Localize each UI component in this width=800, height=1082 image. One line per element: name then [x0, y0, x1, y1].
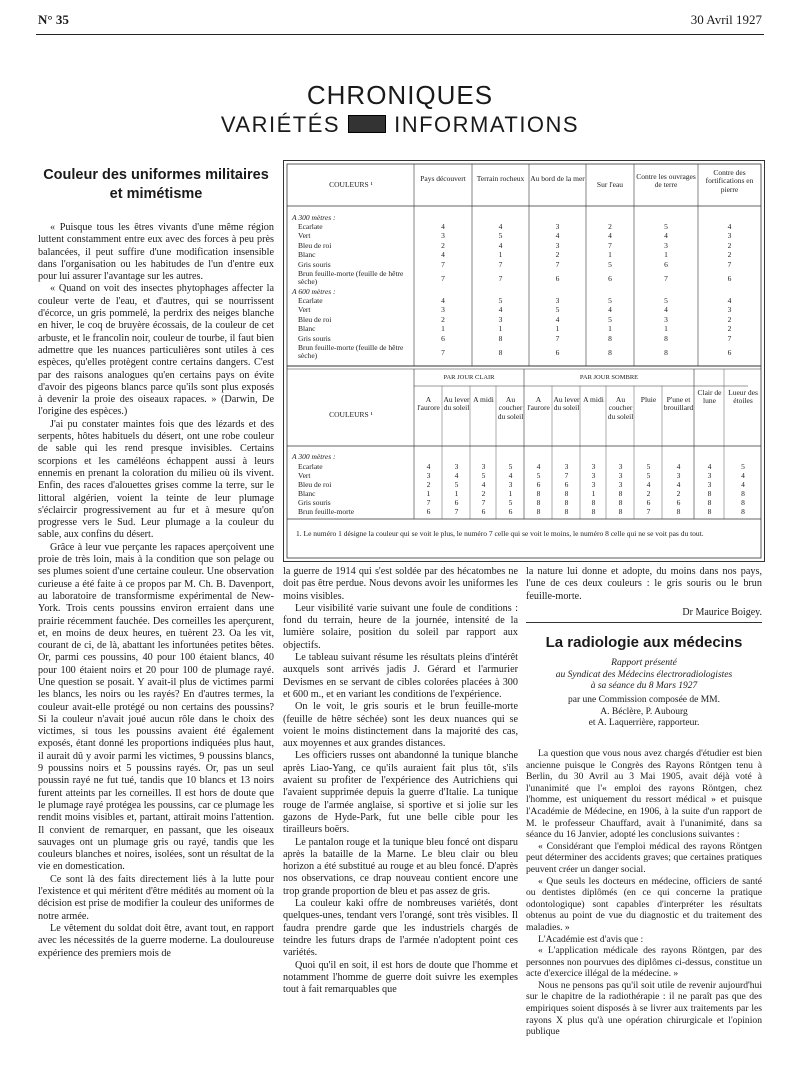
table-cell: 7: [441, 274, 445, 283]
table-cell: 4: [707, 462, 712, 471]
table-cell: 8: [676, 507, 681, 516]
table-cell: 3: [508, 480, 513, 489]
table-cell: 5: [646, 471, 651, 480]
table-cell: 7: [498, 274, 503, 283]
table-cell: 4: [555, 231, 560, 241]
paragraph: « Quand on voit des insectes phytophages affecter la couleur verte de l'eau, et d'autres, qui se nourrissent d'écorce, un gris pommelé, la perdrix des neiges blanche en hiver, le coq de bruyère écossais, de la couleur de cet arbuste, et le francolin noir, couleur de tourbe, il faut bien admettre que les nuances particulières sont utiles à ces espèces, qu'elles protègent contre certains dangers. C'est par des raisons analogues qu'en certains pays on évite d'avoir des pigeons blancs parce qu'ils sont plus exposés à devenir la proie des oiseaux rapaces. » (Darwin, De l'origine des espèces.): [38, 283, 274, 418]
table-cell: 3: [591, 480, 596, 489]
table-cell: 3: [664, 240, 668, 250]
table-header: Au coucher du soleil: [497, 395, 524, 421]
table-cell: 4: [498, 222, 503, 231]
table-cell: 8: [618, 507, 623, 516]
table-cell: 3: [441, 305, 445, 315]
table-cell: 3: [727, 305, 732, 315]
table-cell: 3: [564, 462, 569, 471]
table-cell: 1: [664, 324, 668, 334]
table-cell: 1: [426, 489, 431, 498]
visibility-table: [283, 160, 765, 562]
row-label: Brun feuille-morte (feuille de hêtre sèche): [298, 269, 404, 287]
table-cell: 2: [646, 489, 651, 498]
paragraph: Le pantalon rouge et la tunique bleu foncé ont disparu après la bataille de la Marne. Le bleu clair ou bleu horizon a été substitué au rouge et au bleu foncé. D'après nos observations, ce drap nouveau contient encore une trop grande proportion de bleu et pas assez de gris.: [283, 836, 518, 897]
group-header-dark: PAR JOUR SOMBRE: [579, 374, 639, 381]
table-cell: 7: [555, 333, 560, 343]
table-cell: 3: [664, 314, 668, 324]
article1-title-line1: Couleur des uniformes militaires: [43, 167, 269, 183]
paragraph: « Que seuls les docteurs en médecine, officiers de santé ou dentistes diplômés (en ce qui concerne la pratique odontologique) sont capables d'interpréter les résultats obtenus au point de vue du diagnostic et du traitement des maladies. »: [526, 875, 762, 933]
paragraph: Nous ne pensons pas qu'il soit utile de revenir aujourd'hui sur le chapitre de la radiothérapie : il ne paraît pas que des empiriques soient disposés à se livrer aux traitements par les rayons X plus qu'à une opération chirurgicale et l'opinion publique: [526, 979, 762, 1038]
table-cell: 5: [646, 462, 651, 471]
table-cell: 4: [454, 471, 459, 480]
table-cell: 6: [426, 507, 431, 516]
subtitle-line: Rapport présenté: [611, 658, 677, 668]
signature: Dr Maurice Boigey.: [682, 606, 762, 618]
row-label: Ecarlate: [298, 296, 323, 305]
table-cell: 4: [664, 231, 668, 241]
table-cell: 7: [727, 333, 732, 343]
table-header: Clair de lune: [697, 388, 722, 406]
article1-title: [36, 166, 276, 204]
table-cell: 6: [608, 274, 612, 283]
table-cell: 4: [555, 314, 560, 324]
row-label: Gris souris: [298, 259, 331, 269]
paragraph: L'Académie est d'avis que :: [538, 933, 644, 945]
table-cell: 2: [727, 240, 732, 250]
table-cell: 3: [426, 471, 431, 480]
table-cell: 4: [498, 240, 503, 250]
table-cell: 7: [426, 498, 431, 507]
table-header: A l'aurore: [417, 395, 440, 413]
table-cell: 7: [498, 259, 503, 269]
table-cell: 5: [498, 296, 503, 305]
table-cell: 6: [727, 274, 732, 283]
table-header: Sur l'eau: [596, 180, 624, 189]
issue-number: N° 35: [38, 12, 69, 27]
table-cell: 1: [498, 250, 503, 260]
table-cell: 2: [426, 480, 431, 489]
table-cell: 7: [441, 348, 445, 357]
table-cell: 8: [664, 333, 668, 343]
table-cell: 1: [591, 489, 596, 498]
table-cell: 8: [536, 498, 541, 507]
table-cell: 7: [564, 471, 569, 480]
table-cell: 4: [536, 462, 541, 471]
paragraph: La couleur kaki offre de nombreuses variétés, dont quelques-unes, tendant vers l'orangé, sont très visibles. Il faudra prendre garde que les industriels chargés de teindre les futurs draps de l'armée n'adoptent point ces variétés.: [283, 898, 518, 959]
row-label: Bleu de roi: [298, 314, 332, 324]
table-cell: 6: [676, 498, 681, 507]
table-cell: 5: [664, 296, 668, 305]
table-cell: 6: [536, 480, 541, 489]
table-cell: 6: [454, 498, 459, 507]
table-cell: 8: [741, 489, 745, 498]
table-cell: 4: [426, 462, 431, 471]
table-cell: 4: [498, 305, 503, 315]
row-label: Blanc: [298, 324, 316, 334]
table-cell: 4: [741, 480, 745, 489]
group-label: A 300 mètres :: [292, 452, 336, 461]
table-cell: 1: [508, 489, 513, 498]
table-cell: 8: [536, 489, 541, 498]
table-cell: 5: [608, 296, 612, 305]
table-cell: 3: [441, 231, 445, 241]
section-subtitle-right: INFORMATIONS: [394, 112, 580, 137]
paragraph: Les officiers russes ont abandonné la tunique blanche après Liao-Yang, ce qu'ils auraient fait plus tôt, s'ils avaient su profiter de l'expérience des Autrichiens qui l'avaient supprimée depuis la guerre d'Italie. La tunique rouge de l'armée anglaise, si sportive et si jolie sur les gazons de Hyde-Park, fut une belle cible pour les tirailleurs boërs.: [283, 750, 518, 836]
table-cell: 4: [441, 222, 445, 231]
table-cell: 2: [727, 324, 732, 334]
table-header: A l'aurore: [527, 395, 550, 413]
header-rule: [36, 34, 764, 35]
table-cell: 3: [707, 471, 712, 480]
table-cell: 7: [608, 240, 612, 250]
section-subtitle-left: VARIÉTÉS: [220, 112, 341, 137]
committee-line: par une Commission composée de MM.: [568, 695, 720, 705]
table-cell: 8: [564, 507, 569, 516]
paragraph: Grâce à leur vue perçante les rapaces aperçoivent une proie de très loin, mais à la condition que son pelage ou ses plumes soient d'une certaine couleur. Une observation curieuse a été faite à ce propos par M. Ch. B. Davenport, au laboratoire de transformisme expérimental de New-York. Trois cents poussins environ erraient dans une prairie récemment fauchée. Des corneilles les aperçurent, et, en moins de deux heures, en tuèrent 23. Oa les vit, courant de ci, de là, abattant les infortunées petites bêtes. Or, parmi ces poussins, 40 pour 100 étaient blancs, 40 pour 100 étaient noirs et 20 pour 100 de plumage rayé. Une question se posait. Y avait-il plus de victimes parmi les blancs, les noirs ou les rayés? En d'autres termes, la couleur avait-elle protégé ou non certains des poussins? Si la couleur n'avait joué aucun rôle dans le choix des victimes, si tous les poussins avaient été également exposés, étant donné les proportions indiquées plus haut, il aurait dû y avoir parmi les victimes, 9 poussins blancs, 9 poussins noirs et 5 poussins rayés. Or, pas un seul poussin rayé ne fut tué, tandis que 10 blancs et 13 noirs furent atteints par les corneilles. Il est hors de doute que le plumage rayé protégea les poussins, car ce plumage les rendit moins visibles et, partant, attirait moins l'attention. Il convient de remarquer, en passant, que les oiseaux sauvages ont un plumage gris ou rayé, tandis que les couleurs blanches et noires, isolées, sont un résultat de la vie en domestication.: [38, 541, 274, 873]
article1-title-line2: et mimétisme: [109, 186, 203, 202]
paragraph: Leur visibilité varie suivant une foule de conditions : fond du terrain, heure de la journée, intensité de la lumière solaire, position du soleil par rapport aux objectifs.: [283, 602, 518, 651]
table-cell: 4: [727, 296, 732, 305]
article2-title: La radiologie aux médecins: [545, 634, 743, 651]
article2-committee: [526, 695, 762, 730]
table-cell: 5: [536, 471, 541, 480]
table-header: P'une et brouillard: [663, 395, 694, 413]
table-cell: 4: [741, 471, 745, 480]
table-cell: 8: [707, 498, 712, 507]
table-cell: 7: [727, 259, 732, 269]
table-cell: 3: [481, 462, 486, 471]
table-cell: 6: [727, 348, 732, 357]
table-cell: 1: [555, 324, 560, 334]
table-header: Au lever du soleil: [443, 395, 470, 413]
row-label: Ecarlate: [298, 222, 323, 231]
table-header: Au bord de la mer: [530, 174, 585, 183]
table-cell: 1: [454, 489, 459, 498]
table-cell: 6: [664, 259, 668, 269]
table-cell: 4: [727, 222, 732, 231]
table-cell: 5: [481, 471, 486, 480]
table-cell: 2: [441, 314, 445, 324]
row-label: Vert: [298, 471, 311, 480]
row-label: Gris souris: [298, 498, 331, 507]
table-cell: 7: [555, 259, 560, 269]
table-cell: 7: [481, 498, 486, 507]
row-label: Gris souris: [298, 333, 331, 343]
table-cell: 3: [591, 471, 596, 480]
table-cell: 4: [676, 462, 681, 471]
table-cell: 3: [555, 296, 560, 305]
paragraph: Quoi qu'il en soit, il est hors de doute que l'homme et notamment l'homme de guerre doit suivre les exemples tout à fait remarquables que: [283, 959, 518, 996]
table-cell: 8: [707, 507, 712, 516]
article1-column3: [526, 566, 762, 619]
committee-line: A. Béclère, P. Aubourg: [600, 706, 688, 717]
table-cell: 3: [676, 471, 681, 480]
article2-subtitle: [526, 658, 762, 693]
table-cell: 8: [564, 498, 569, 507]
table-cell: 7: [664, 274, 668, 283]
table-cell: 2: [676, 489, 681, 498]
table-cell: 5: [508, 462, 513, 471]
table-cell: 1: [664, 250, 668, 260]
group-label: A 600 mètres :: [292, 287, 336, 296]
table-cell: 1: [498, 324, 503, 334]
row-label: Vert: [298, 231, 311, 241]
table-cell: 3: [498, 314, 503, 324]
table-cell: 8: [564, 489, 569, 498]
row-label: Ecarlate: [298, 462, 323, 471]
table-cell: 4: [608, 231, 612, 241]
table-cell: 3: [707, 480, 712, 489]
table-cell: 4: [664, 305, 668, 315]
table-cell: 8: [741, 507, 745, 516]
table-cell: 8: [618, 498, 623, 507]
table-cell: 8: [664, 348, 668, 357]
section-title: CHRONIQUES: [306, 80, 494, 110]
article2-body: [526, 748, 762, 1078]
table-cell: 5: [498, 231, 503, 241]
table-cell: 3: [555, 240, 560, 250]
table-cell: 7: [646, 507, 651, 516]
table-header: Terrain rocheux: [476, 174, 525, 183]
table-cell: 6: [555, 348, 560, 357]
table-cell: 2: [608, 222, 612, 231]
table-cell: 4: [646, 480, 651, 489]
row-label: Brun feuille-morte: [298, 507, 355, 516]
row-label: Bleu de roi: [298, 240, 332, 250]
subtitle-line: à sa séance du 8 Mars 1927: [590, 681, 698, 691]
paragraph: Le vêtement du soldat doit être, avant tout, en rapport avec les nécessités de la guerre moderne. La douloureuse expérience des premiers mois de: [38, 922, 274, 959]
table-cell: 8: [498, 348, 503, 357]
table-cell: 3: [618, 471, 623, 480]
table-cell: 4: [481, 480, 486, 489]
group-label: A 300 mètres :: [292, 213, 336, 222]
article-separator: [526, 622, 762, 623]
table-cell: 5: [454, 480, 459, 489]
paragraph: la nature lui donne et adopte, du moins dans nos pays, l'une de ces deux couleurs : le gris souris ou le brun feuille-morte.: [526, 566, 762, 602]
table-cell: 4: [676, 480, 681, 489]
table-header-colors: COULEURS ¹: [329, 410, 373, 419]
paragraph: la guerre de 1914 qui s'est soldée par des hécatombes ne doit pas être perdue. Nous devons avoir les uniformes les moins visibles.: [283, 566, 518, 602]
table-cell: 5: [664, 222, 668, 231]
table-footnote: 1. Le numéro 1 désigne la couleur qui se voit le plus, le numéro 7 celle qui se voit le moins, le numéro 8 celle qui ne se voit pas du tout.: [296, 529, 704, 538]
table-cell: 8: [707, 489, 712, 498]
table-cell: 8: [741, 498, 745, 507]
row-label: Blanc: [298, 489, 316, 498]
ornament-icon: [348, 115, 386, 133]
table-cell: 2: [481, 489, 486, 498]
issue-date: 30 Avril 1927: [690, 12, 762, 27]
paragraph: « Puisque tous les êtres vivants d'une même région luttent constamment entre eux avec des forces à peu près balancées, il peut suffire d'une modification insensible dans l'organisation ou les habitudes de l'un d'entre eux pour lui assurer l'avantage sur les autres.: [38, 222, 274, 283]
table-cell: 1: [608, 324, 612, 334]
table-cell: 1: [608, 250, 612, 260]
row-label: Brun feuille-morte (feuille de hêtre sèche): [298, 343, 404, 361]
table-cell: 3: [618, 480, 623, 489]
table-cell: 8: [608, 333, 612, 343]
table-cell: 5: [508, 498, 513, 507]
paragraph: Le tableau suivant résume les résultats pleins d'intérêt auxquels sont arrivés jadis J. Gérard et l'armurier Devismes en se servant de cibles colorées placées à 300 et 600 m., et en variant les conditions de l'expérience.: [283, 652, 518, 700]
paragraph: « Considérant que l'emploi médical des rayons Röntgen peut déterminer des accidents graves; que certaines pratiques peuvent créer un danger social.: [526, 840, 762, 875]
table-cell: 5: [555, 305, 560, 315]
table-cell: 8: [618, 489, 623, 498]
table-cell: 3: [618, 462, 623, 471]
table-cell: 8: [591, 507, 596, 516]
table-cell: 1: [441, 324, 445, 334]
table-cell: 3: [591, 462, 596, 471]
table-header: A midi: [583, 395, 604, 404]
table-header: Pays découvert: [420, 174, 466, 183]
table-cell: 7: [441, 259, 445, 269]
table-cell: 6: [646, 498, 651, 507]
table-cell: 3: [555, 222, 560, 231]
table-cell: 6: [481, 507, 486, 516]
table-cell: 6: [441, 333, 445, 343]
table-cell: 8: [536, 507, 541, 516]
table-cell: 4: [441, 296, 445, 305]
table-cell: 6: [508, 507, 513, 516]
paragraph: J'ai pu constater maintes fois que des lézards et des serpents, hôtes habituels du désert, ont une robe couleur de sable qui les rend presque invisibles. Certains scorpions et les caméléons échappent aussi à leurs ennemis en prenant la coloration du milieu où ils vivent. Enfin, des races d'alouettes grises comme la terre, sur le littoral algérien, voient la teinte de leur plumage s'éclaircir progressivement au fur et à mesure qu'on progresse vers le Sud. Leur plumage a la couleur du sable, aux confins du désert.: [38, 418, 274, 541]
table-cell: 4: [508, 471, 513, 480]
table-header: Contre les ouvrages de terre: [636, 172, 696, 190]
paragraph: « L'application médicale des rayons Röntgen, par des personnes non pourvues des diplômes ci-dessus, constitue un acte d'exercice illégal de la médecine. »: [526, 945, 762, 980]
table-header-colors: COULEURS ¹: [329, 180, 373, 189]
table-cell: 4: [608, 305, 612, 315]
table-header: Au coucher du soleil: [607, 395, 634, 421]
table-cell: 8: [591, 498, 596, 507]
paragraph: Ce sont là des faits directement liés à la lutte pour l'existence et qui méritent d'être médités au moment où la décision est prise de modifier la couleur des uniformes de notre armée.: [38, 873, 274, 922]
subtitle-line: au Syndicat des Médecins électroradiologistes: [555, 669, 733, 680]
table-cell: 6: [564, 480, 569, 489]
table-cell: 2: [555, 250, 560, 260]
table-header: Lueur des étoiles: [728, 388, 758, 406]
article1-column2: [283, 566, 518, 1078]
section-subtitle: [0, 112, 800, 138]
paragraph: On le voit, le gris souris et le brun feuille-morte (feuille de hêtre séchée) sont les deux nuances qui se voient le moins distinctement dans la majorité des cas, aux moyennes et aux grandes distances.: [283, 701, 518, 750]
row-label: Bleu de roi: [298, 480, 332, 489]
table-cell: 5: [608, 314, 612, 324]
row-label: Blanc: [298, 250, 316, 260]
group-header-clear: PAR JOUR CLAIR: [443, 374, 495, 381]
table-cell: 7: [454, 507, 459, 516]
table-header: A midi: [473, 395, 494, 404]
table-cell: 5: [608, 259, 612, 269]
table-cell: 8: [608, 348, 612, 357]
table-cell: 2: [727, 314, 732, 324]
table-cell: 2: [727, 250, 732, 260]
table-header: Contre des fortifications en pierre: [705, 168, 754, 194]
committee-line: et A. Laquerrière, rapporteur.: [588, 718, 700, 728]
table-cell: 3: [727, 231, 732, 241]
table-header: Au lever du soleil: [553, 395, 580, 413]
row-label: Vert: [298, 305, 311, 315]
table-header: Pluie: [640, 395, 657, 404]
table-cell: 3: [454, 462, 459, 471]
article1-column1: [38, 222, 274, 1077]
table-cell: 6: [555, 274, 560, 283]
table-cell: 8: [498, 333, 503, 343]
table-cell: 2: [441, 240, 445, 250]
table-cell: 5: [741, 462, 745, 471]
table-cell: 4: [441, 250, 445, 260]
paragraph: La question que vous nous avez chargés d'étudier est bien ancienne puisque le Congrès des Rayons Röntgen tenu à Berlin, du 30 Avril au 3 Mai 1905, avait déjà voté à l'unanimité que l'« emploi des rayons Röntgen, chez l'homme, est uniquement du ressort médical » et puisque l'Académie de Médecine, en 1906, à la suite d'un rapport de M. le professeur Chauffard, avait à l'unanimité, dans sa séance du 16 Janvier, adopté les conclusions suivantes :: [526, 748, 762, 841]
